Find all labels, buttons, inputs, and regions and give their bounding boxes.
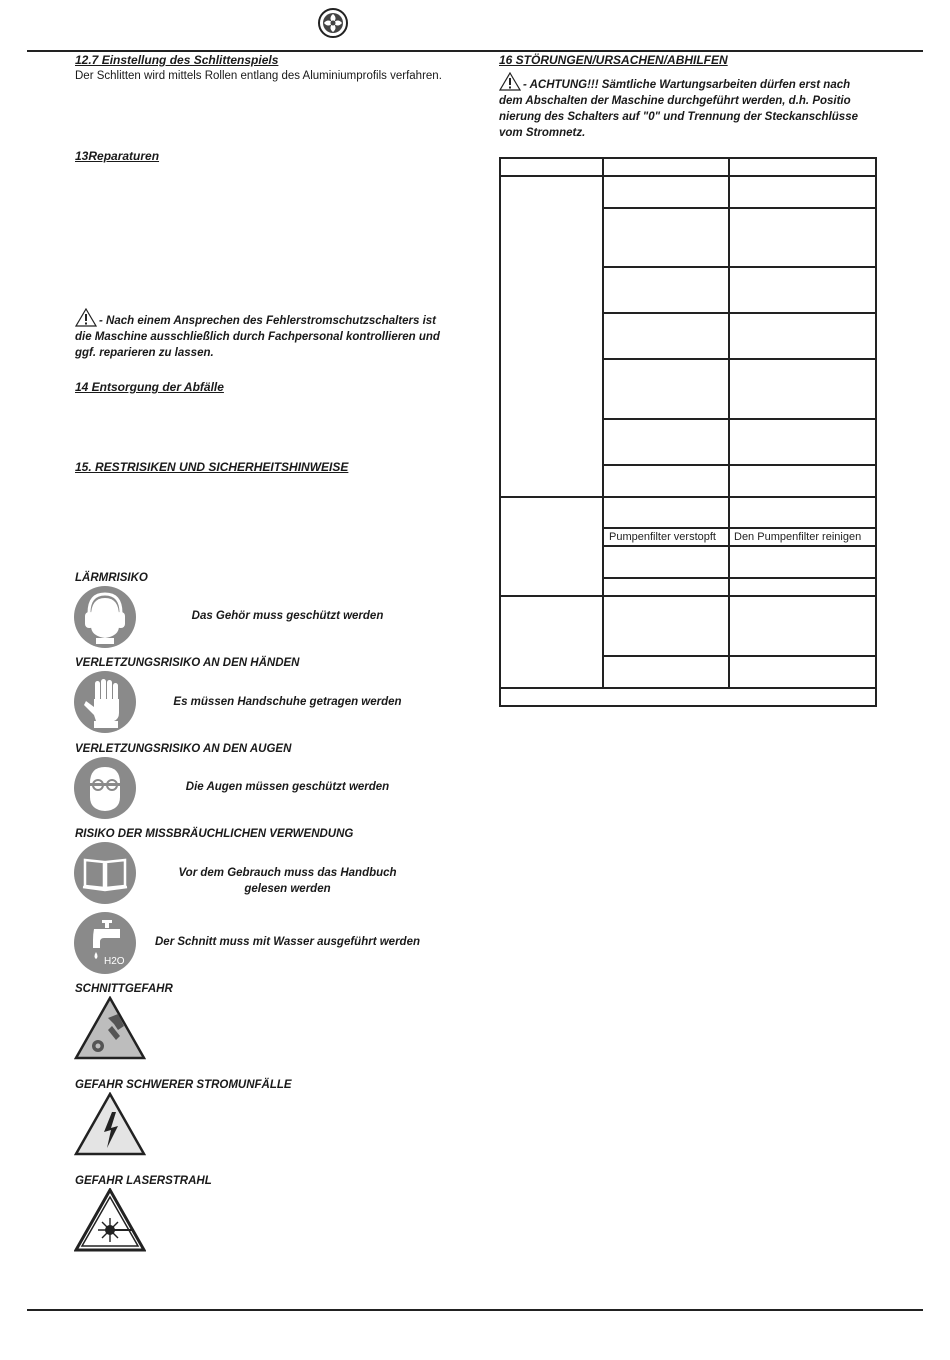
- hands-risk-caption: Es müssen Handschuhe getragen werden: [173, 696, 402, 708]
- section-16-title: 16 STÖRUNGEN/URSACHEN/ABHILFEN: [499, 53, 728, 67]
- footer-rule: [27, 1309, 923, 1311]
- section-15-title: 15. RESTRISIKEN UND SICHERHEITSHINWEISE: [75, 460, 349, 474]
- maintenance-warning-line2: dem Abschalten der Maschine durchgeführt werden, d.h. Positio: [499, 95, 851, 107]
- electric-risk-heading: GEFAHR SCHWERER STROMUNFÄLLE: [75, 1079, 292, 1091]
- section-13-title: 13Reparaturen: [75, 149, 160, 163]
- fi-warning-line3: ggf. reparieren zu lassen.: [75, 347, 214, 359]
- eyes-risk-caption: Die Augen müssen geschützt werden: [185, 781, 390, 793]
- misuse-risk-caption-line1: Vor dem Gebrauch muss das Handbuch: [178, 867, 397, 879]
- water-formula-label: H2O: [104, 956, 125, 967]
- fi-warning-line2: die Maschine ausschließlich durch Fachpersonal kontrollieren und: [75, 331, 440, 343]
- misuse-risk-caption-line2: gelesen werden: [244, 883, 331, 895]
- laser-risk-heading: GEFAHR LASERSTRAHL: [75, 1175, 212, 1187]
- table-cell-remedy-pump-filter: Den Pumpenfilter reinigen: [734, 531, 862, 543]
- table-cell-cause-pump-filter: Pumpenfilter verstopft: [609, 531, 716, 543]
- maintenance-warning-line4: vom Stromnetz.: [499, 127, 586, 139]
- noise-risk-heading: LÄRMRISIKO: [75, 572, 148, 584]
- section-12-7-title: 12.7 Einstellung des Schlittenspiels: [75, 53, 279, 67]
- section-14-title: 14 Entsorgung der Abfälle: [75, 380, 224, 394]
- hands-risk-heading: VERLETZUNGSRISIKO AN DEN HÄNDEN: [75, 657, 300, 669]
- water-risk-caption: Der Schnitt muss mit Wasser ausgeführt werden: [155, 936, 420, 948]
- maintenance-warning-line1: - ACHTUNG!!! Sämtliche Wartungsarbeiten dürfen erst nach: [523, 79, 851, 91]
- maintenance-warning-line3: nierung des Schalters auf "0" und Trennung der Steckanschlüsse: [499, 111, 858, 123]
- misuse-risk-heading: RISIKO DER MISSBRÄUCHLICHEN VERWENDUNG: [75, 828, 354, 840]
- cut-risk-heading: SCHNITTGEFAHR: [75, 983, 173, 995]
- eyes-risk-heading: VERLETZUNGSRISIKO AN DEN AUGEN: [75, 743, 292, 755]
- noise-risk-caption: Das Gehör muss geschützt werden: [191, 610, 384, 622]
- fi-warning-line1: - Nach einem Ansprechen des Fehlerstromschutzschalters ist: [99, 315, 437, 327]
- section-12-7-text: Der Schlitten wird mittels Rollen entlang des Aluminiumprofils verfahren.: [75, 70, 442, 82]
